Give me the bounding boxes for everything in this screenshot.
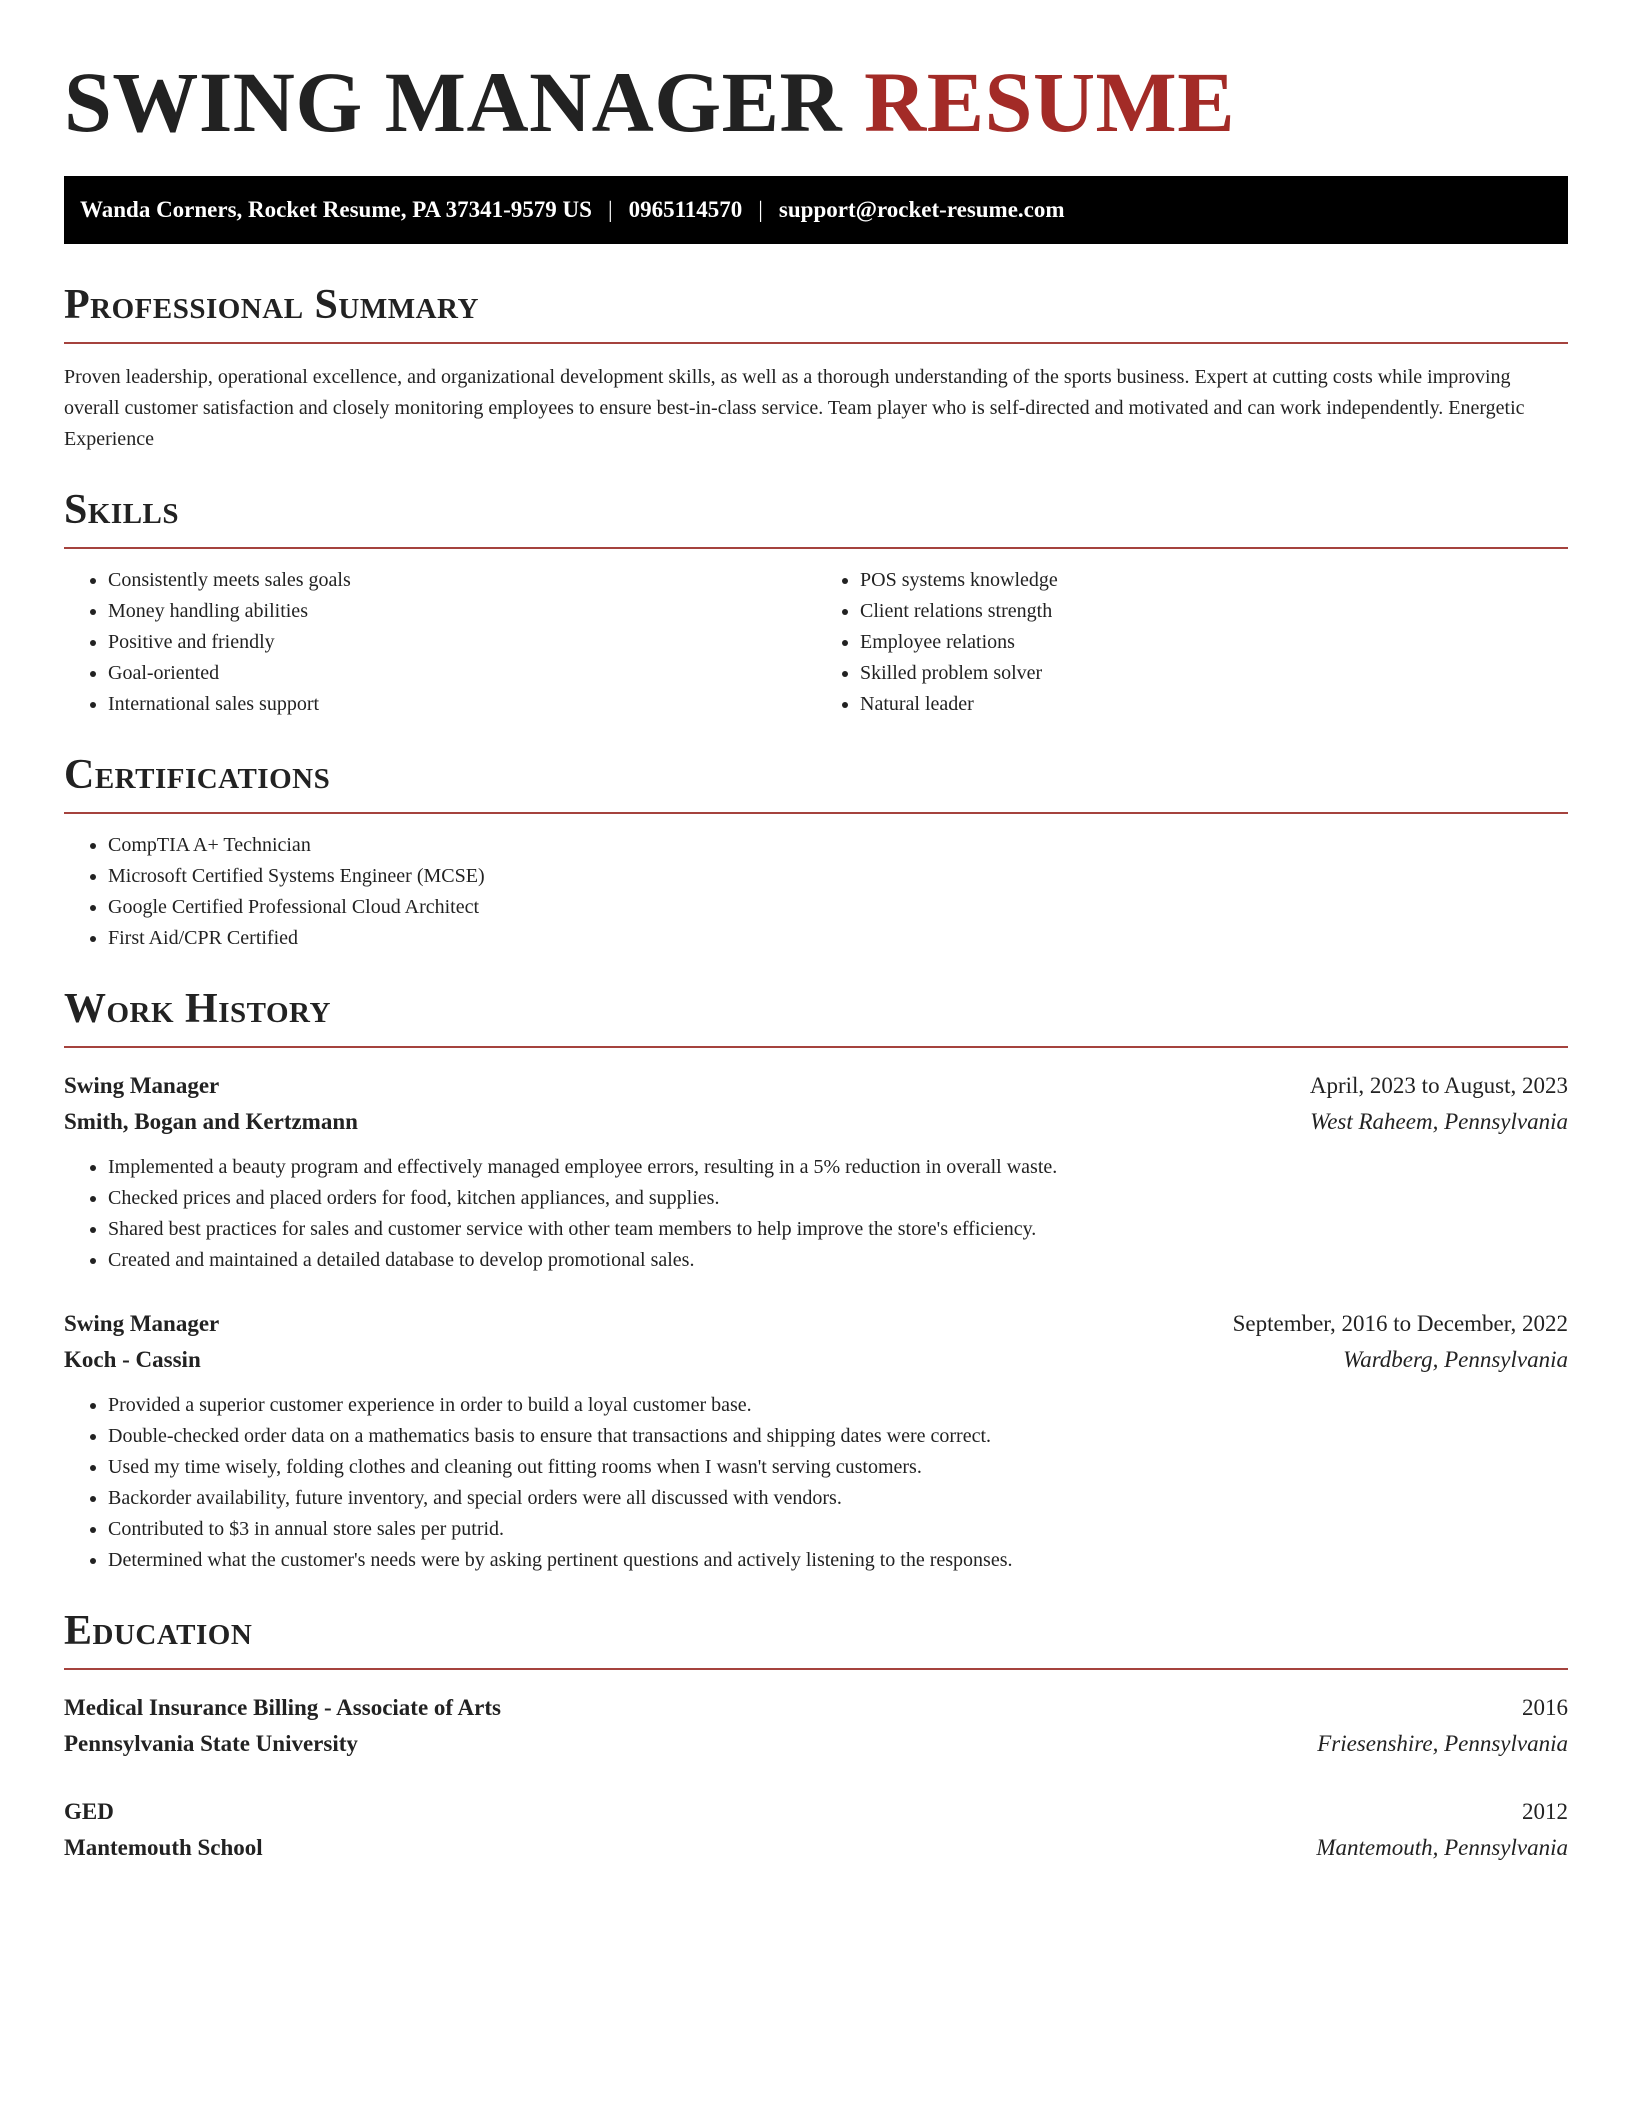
job-header-row: [64, 1068, 1568, 1104]
work-history-heading: Work History: [64, 984, 1568, 1048]
job-company-row: [64, 1104, 1568, 1140]
education-degree: Medical Insurance Billing - Associate of Arts: [64, 1695, 501, 1720]
summary-section: [64, 280, 1568, 455]
skill-item: • Client relations strength: [860, 596, 1568, 627]
education-entry: [64, 1690, 1568, 1762]
education-school-row: [64, 1830, 1568, 1866]
job-title: Swing Manager: [64, 1311, 220, 1336]
resume-title: [64, 0, 1568, 148]
education-year: 2016: [1522, 1695, 1568, 1720]
job-duty-item: • Determined what the customer's needs were by asking pertinent questions and actively listening to the responses.: [108, 1545, 1568, 1576]
skills-list-left: [64, 565, 816, 720]
resume-page: [64, 0, 1568, 1866]
job-header-row: [64, 1306, 1568, 1342]
job-duty-item: • Created and maintained a detailed database to develop promotional sales.: [108, 1245, 1568, 1276]
skills-list-right: [816, 565, 1568, 720]
job-duty-item: • Used my time wisely, folding clothes and cleaning out fitting rooms when I wasn't serving customers.: [108, 1452, 1568, 1483]
certification-item: • Google Certified Professional Cloud Architect: [108, 892, 1568, 923]
job-company: Koch - Cassin: [64, 1347, 201, 1372]
job-company-row: [64, 1342, 1568, 1378]
title-accent: RESUME: [864, 54, 1236, 150]
skills-heading: Skills: [64, 485, 1568, 549]
skill-item: • Natural leader: [860, 689, 1568, 720]
education-school-row: [64, 1726, 1568, 1762]
skills-grid: [64, 549, 1568, 720]
skills-section: [64, 485, 1568, 720]
job-duty-item: • Contributed to $3 in annual store sales per putrid.: [108, 1514, 1568, 1545]
job-duties-list: [64, 1390, 1568, 1576]
job-entry: [64, 1306, 1568, 1576]
certification-item: • CompTIA A+ Technician: [108, 830, 1568, 861]
job-duty-item: • Provided a superior customer experience in order to build a loyal customer base.: [108, 1390, 1568, 1421]
skill-item: • Positive and friendly: [108, 627, 816, 658]
contact-email: support@rocket-resume.com: [778, 197, 1065, 222]
certification-item: • First Aid/CPR Certified: [108, 923, 1568, 954]
skill-item: • International sales support: [108, 689, 816, 720]
contact-address: Wanda Corners, Rocket Resume, PA 37341-9579 US: [80, 197, 592, 222]
certifications-heading: Certifications: [64, 750, 1568, 814]
job-location: West Raheem, Pennsylvania: [1310, 1109, 1568, 1134]
job-dates: September, 2016 to December, 2022: [1232, 1311, 1568, 1336]
job-duty-item: • Checked prices and placed orders for food, kitchen appliances, and supplies.: [108, 1183, 1568, 1214]
work-history-section: [64, 984, 1568, 1576]
education-school: Pennsylvania State University: [64, 1731, 358, 1756]
education-degree: GED: [64, 1799, 114, 1824]
job-duty-item: • Backorder availability, future inventory, and special orders were all discussed with vendors.: [108, 1483, 1568, 1514]
skill-item: • Consistently meets sales goals: [108, 565, 816, 596]
certifications-list: [64, 830, 1568, 954]
certification-item: • Microsoft Certified Systems Engineer (MCSE): [108, 861, 1568, 892]
certifications-section: [64, 750, 1568, 954]
skill-item: • Skilled problem solver: [860, 658, 1568, 689]
summary-heading: Professional Summary: [64, 280, 1568, 344]
education-entry: [64, 1794, 1568, 1866]
job-duties-list: [64, 1152, 1568, 1276]
job-duty-item: • Implemented a beauty program and effectively managed employee errors, resulting in a 5% reduction in overall waste.: [108, 1152, 1568, 1183]
job-entry: [64, 1068, 1568, 1276]
contact-separator: |: [607, 197, 613, 222]
job-company: Smith, Bogan and Kertzmann: [64, 1109, 358, 1134]
education-degree-row: [64, 1690, 1568, 1726]
contact-phone: 0965114570: [628, 197, 743, 222]
contact-bar: [64, 176, 1568, 244]
job-dates: April, 2023 to August, 2023: [1309, 1073, 1568, 1098]
education-location: Friesenshire, Pennsylvania: [1317, 1731, 1568, 1756]
skill-item: • POS systems knowledge: [860, 565, 1568, 596]
contact-separator: |: [758, 197, 763, 222]
title-main: SWING MANAGER: [64, 54, 843, 150]
job-location: Wardberg, Pennsylvania: [1343, 1347, 1568, 1372]
education-heading: Education: [64, 1606, 1568, 1670]
skill-item: • Money handling abilities: [108, 596, 816, 627]
education-location: Mantemouth, Pennsylvania: [1316, 1835, 1568, 1860]
education-degree-row: [64, 1794, 1568, 1830]
job-title: Swing Manager: [64, 1073, 220, 1098]
job-duty-item: • Double-checked order data on a mathematics basis to ensure that transactions and shipping dates were correct.: [108, 1421, 1568, 1452]
skill-item: • Employee relations: [860, 627, 1568, 658]
summary-text: Proven leadership, operational excellence, and organizational development skills, as well as a thorough understanding of the sports business. Expert at cutting costs while improving overall customer satisfaction and closely monitoring employees to ensure best-in-class service. Team player who is self-directed and motivated and can work independently. Energetic Experience: [64, 366, 1525, 450]
education-year: 2012: [1522, 1799, 1568, 1824]
education-section: [64, 1606, 1568, 1866]
job-duty-item: • Shared best practices for sales and customer service with other team members to help improve the store's efficiency.: [108, 1214, 1568, 1245]
education-school: Mantemouth School: [64, 1835, 263, 1860]
skill-item: • Goal-oriented: [108, 658, 816, 689]
